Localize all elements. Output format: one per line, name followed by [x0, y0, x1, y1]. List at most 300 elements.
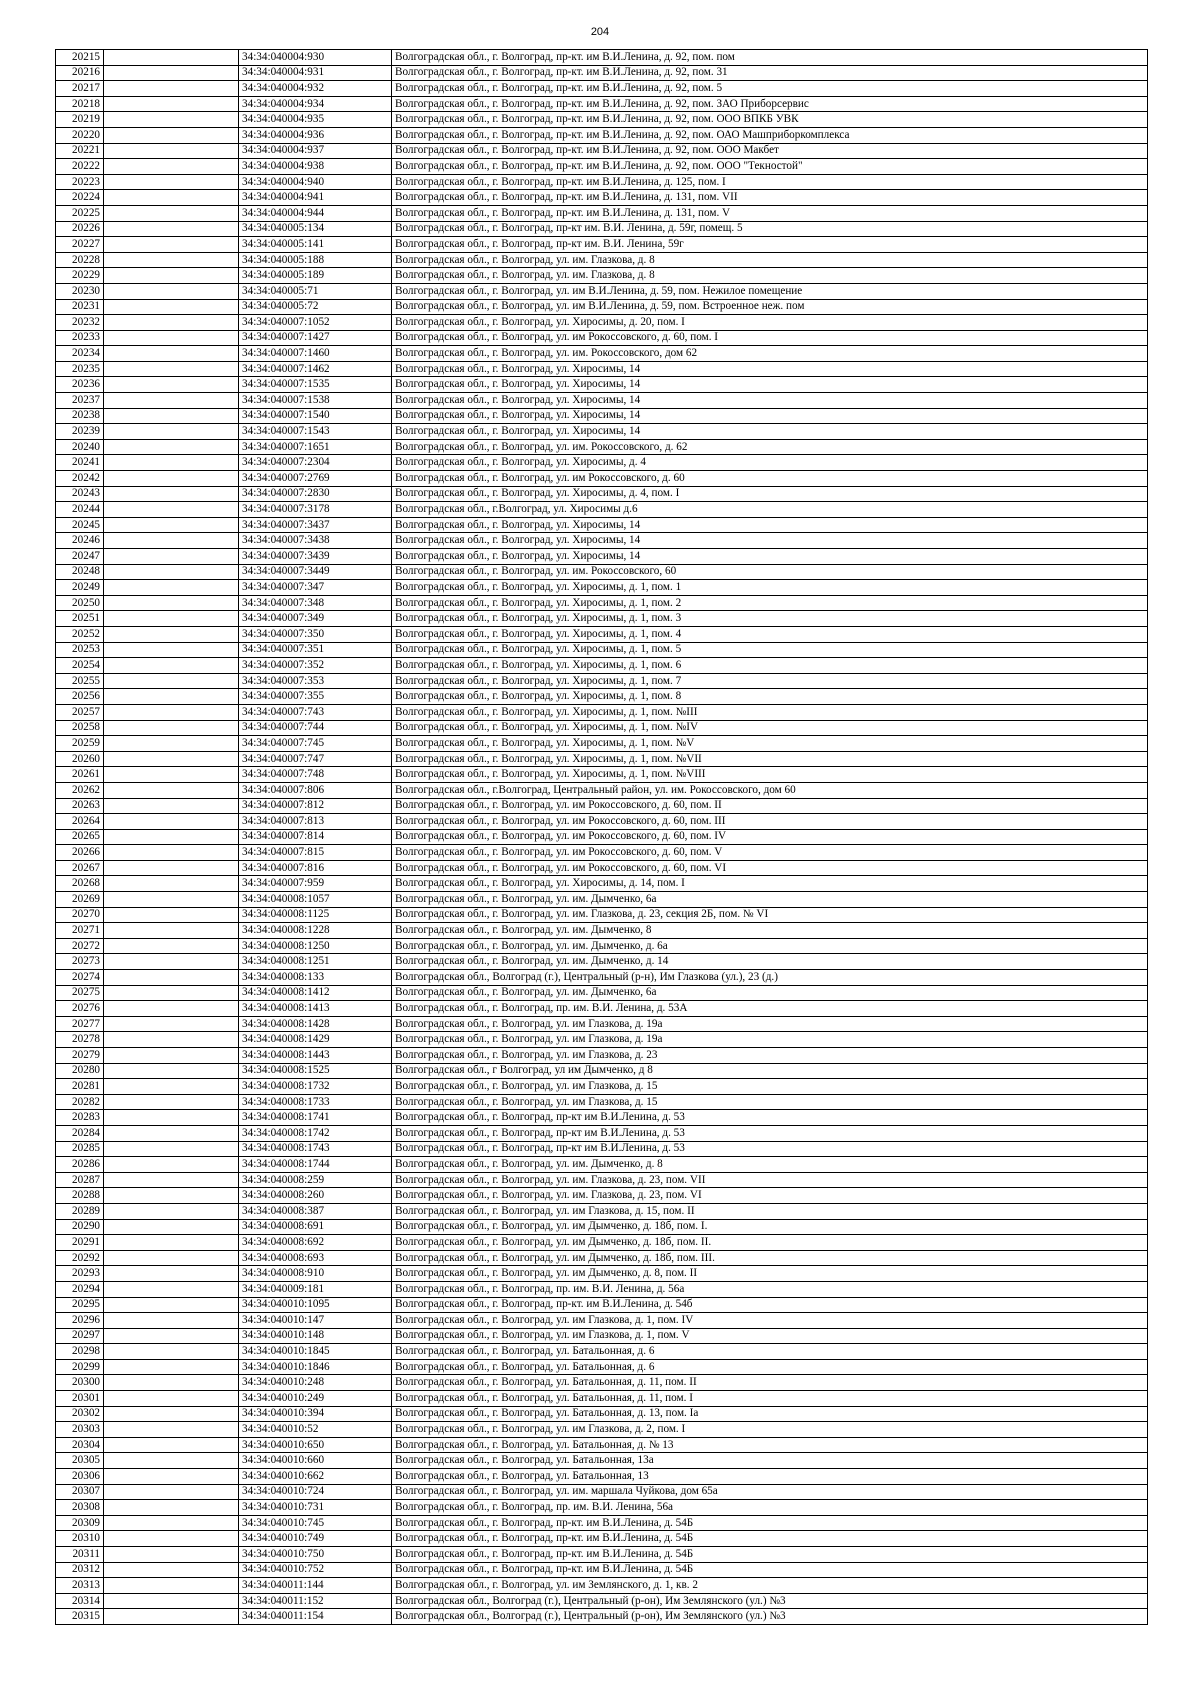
- table-row: [56, 346, 1148, 362]
- blank-cell: [104, 938, 239, 954]
- table-row: [56, 1406, 1148, 1422]
- row-number: 20232: [56, 315, 104, 331]
- table-row: [56, 1125, 1148, 1141]
- row-number: 20301: [56, 1391, 104, 1407]
- address: Волгоградская обл., г. Волгоград, ул. Батальонная, д. 6: [392, 1344, 1148, 1360]
- cadastral-number: 34:34:040008:910: [239, 1266, 392, 1282]
- address: Волгоградская обл., г. Волгоград, ул. им. Глазкова, д. 8: [392, 252, 1148, 268]
- row-number: 20237: [56, 393, 104, 409]
- cadastral-number: 34:34:040007:745: [239, 736, 392, 752]
- blank-cell: [104, 1219, 239, 1235]
- address: Волгоградская обл., г. Волгоград, ул. Хиросимы, 14: [392, 517, 1148, 533]
- address: Волгоградская обл., г. Волгоград, ул. им Глазкова, д. 1, пом. IV: [392, 1313, 1148, 1329]
- blank-cell: [104, 346, 239, 362]
- table-row: [56, 330, 1148, 346]
- table-row: [56, 1281, 1148, 1297]
- row-number: 20287: [56, 1172, 104, 1188]
- table-row: [56, 1344, 1148, 1360]
- cadastral-number: 34:34:040007:1427: [239, 330, 392, 346]
- cadastral-number: 34:34:040008:1057: [239, 892, 392, 908]
- table-row: [56, 907, 1148, 923]
- blank-cell: [104, 1188, 239, 1204]
- blank-cell: [104, 221, 239, 237]
- cadastral-number: 34:34:040007:2830: [239, 486, 392, 502]
- blank-cell: [104, 954, 239, 970]
- blank-cell: [104, 626, 239, 642]
- table-row: [56, 580, 1148, 596]
- blank-cell: [104, 907, 239, 923]
- blank-cell: [104, 424, 239, 440]
- address: Волгоградская обл., г. Волгоград, пр-кт им В.И.Ленина, д. 53: [392, 1141, 1148, 1157]
- table-row: [56, 1172, 1148, 1188]
- table-row: [56, 1469, 1148, 1485]
- address: Волгоградская обл., г. Волгоград, пр-кт. им В.И.Ленина, д. 92, пом. ООО Макбет: [392, 143, 1148, 159]
- address: Волгоградская обл., г. Волгоград, ул. им Рокоссовского, д. 60, пом. III: [392, 814, 1148, 830]
- row-number: 20233: [56, 330, 104, 346]
- cadastral-number: 34:34:040007:1460: [239, 346, 392, 362]
- blank-cell: [104, 237, 239, 253]
- page-number: 204: [590, 26, 610, 38]
- blank-cell: [104, 50, 239, 66]
- address: Волгоградская обл., г. Волгоград, пр-кт. им В.И.Ленина, д. 54Б: [392, 1562, 1148, 1578]
- address: Волгоградская обл., г. Волгоград, ул. им. Дымченко, 6а: [392, 985, 1148, 1001]
- cadastral-number: 34:34:040007:350: [239, 626, 392, 642]
- blank-cell: [104, 1141, 239, 1157]
- table-row: [56, 205, 1148, 221]
- blank-cell: [104, 283, 239, 299]
- cadastral-number: 34:34:040008:133: [239, 970, 392, 986]
- table-row: [56, 1235, 1148, 1251]
- address: Волгоградская обл., г. Волгоград, пр-кт им. В.И. Ленина, д. 59г, помещ. 5: [392, 221, 1148, 237]
- address: Волгоградская обл., г. Волгоград, ул. им Дымченко, д. 8, пом. II: [392, 1266, 1148, 1282]
- table-row: [56, 1079, 1148, 1095]
- blank-cell: [104, 564, 239, 580]
- cadastral-number: 34:34:040007:3439: [239, 549, 392, 565]
- blank-cell: [104, 1547, 239, 1563]
- address: Волгоградская обл., г.Волгоград, ул. Хиросимы д.6: [392, 502, 1148, 518]
- cadastral-number: 34:34:040007:744: [239, 720, 392, 736]
- row-number: 20260: [56, 751, 104, 767]
- cadastral-number: 34:34:040008:1742: [239, 1125, 392, 1141]
- table-row: [56, 736, 1148, 752]
- address: Волгоградская обл., г. Волгоград, ул. им. Рокоссовского, 60: [392, 564, 1148, 580]
- table-row: [56, 502, 1148, 518]
- row-number: 20286: [56, 1157, 104, 1173]
- address: Волгоградская обл., г. Волгоград, ул. им Глазкова, д. 23: [392, 1048, 1148, 1064]
- address: Волгоградская обл., г. Волгоград, пр-кт. им В.И.Ленина, д. 54б: [392, 1297, 1148, 1313]
- row-number: 20315: [56, 1609, 104, 1625]
- cadastral-number: 34:34:040007:3449: [239, 564, 392, 580]
- blank-cell: [104, 1375, 239, 1391]
- cadastral-number: 34:34:040007:2769: [239, 471, 392, 487]
- blank-cell: [104, 1281, 239, 1297]
- row-number: 20230: [56, 283, 104, 299]
- row-number: 20265: [56, 829, 104, 845]
- row-number: 20248: [56, 564, 104, 580]
- table-row: [56, 1515, 1148, 1531]
- blank-cell: [104, 1562, 239, 1578]
- cadastral-number: 34:34:040008:691: [239, 1219, 392, 1235]
- blank-cell: [104, 393, 239, 409]
- blank-cell: [104, 1094, 239, 1110]
- row-number: 20250: [56, 595, 104, 611]
- row-number: 20244: [56, 502, 104, 518]
- table-row: [56, 1313, 1148, 1329]
- cadastral-number: 34:34:040008:1428: [239, 1016, 392, 1032]
- address: Волгоградская обл., г. Волгоград, ул. им. Дымченко, 8: [392, 923, 1148, 939]
- cadastral-number: 34:34:040007:743: [239, 704, 392, 720]
- cadastral-number: 34:34:040007:1538: [239, 393, 392, 409]
- address: Волгоградская обл., г. Волгоград, ул. им Рокоссовского, д. 60: [392, 471, 1148, 487]
- blank-cell: [104, 1250, 239, 1266]
- blank-cell: [104, 673, 239, 689]
- blank-cell: [104, 1172, 239, 1188]
- cadastral-number: 34:34:040010:1095: [239, 1297, 392, 1313]
- row-number: 20313: [56, 1578, 104, 1594]
- table-row: [56, 377, 1148, 393]
- row-number: 20254: [56, 658, 104, 674]
- address: Волгоградская обл., г. Волгоград, пр-кт. им В.И.Ленина, д. 54Б: [392, 1515, 1148, 1531]
- address: Волгоградская обл., Волгоград (г.), Центральный (р-он), Им Землянского (ул.) №3: [392, 1593, 1148, 1609]
- table-row: [56, 1562, 1148, 1578]
- row-number: 20226: [56, 221, 104, 237]
- row-number: 20280: [56, 1063, 104, 1079]
- blank-cell: [104, 143, 239, 159]
- row-number: 20276: [56, 1001, 104, 1017]
- blank-cell: [104, 408, 239, 424]
- row-number: 20269: [56, 892, 104, 908]
- cadastral-number: 34:34:040010:148: [239, 1328, 392, 1344]
- row-number: 20299: [56, 1359, 104, 1375]
- row-number: 20278: [56, 1032, 104, 1048]
- registry-body: [56, 50, 1148, 1625]
- row-number: 20217: [56, 81, 104, 97]
- table-row: [56, 112, 1148, 128]
- table-row: [56, 938, 1148, 954]
- cadastral-number: 34:34:040008:692: [239, 1235, 392, 1251]
- cadastral-number: 34:34:040008:1412: [239, 985, 392, 1001]
- address: Волгоградская обл., г. Волгоград, ул. им Глазкова, д. 2, пом. I: [392, 1422, 1148, 1438]
- row-number: 20270: [56, 907, 104, 923]
- cadastral-number: 34:34:040005:134: [239, 221, 392, 237]
- table-row: [56, 845, 1148, 861]
- address: Волгоградская обл., г.Волгоград, Центральный район, ул. им. Рокоссовского, дом 60: [392, 782, 1148, 798]
- cadastral-number: 34:34:040004:936: [239, 127, 392, 143]
- table-row: [56, 985, 1148, 1001]
- table-row: [56, 642, 1148, 658]
- row-number: 20289: [56, 1203, 104, 1219]
- address: Волгоградская обл., Волгоград (г.), Центральный (р-н), Им Глазкова (ул.), 23 (д.): [392, 970, 1148, 986]
- cadastral-number: 34:34:040010:745: [239, 1515, 392, 1531]
- address: Волгоградская обл., г. Волгоград, ул. Батальонная, 13: [392, 1469, 1148, 1485]
- table-row: [56, 595, 1148, 611]
- row-number: 20220: [56, 127, 104, 143]
- blank-cell: [104, 127, 239, 143]
- cadastral-number: 34:34:040007:351: [239, 642, 392, 658]
- blank-cell: [104, 1406, 239, 1422]
- row-number: 20290: [56, 1219, 104, 1235]
- cadastral-number: 34:34:040007:806: [239, 782, 392, 798]
- table-row: [56, 1094, 1148, 1110]
- table-row: [56, 923, 1148, 939]
- row-number: 20264: [56, 814, 104, 830]
- cadastral-number: 34:34:040007:747: [239, 751, 392, 767]
- cadastral-number: 34:34:040011:154: [239, 1609, 392, 1625]
- address: Волгоградская обл., г. Волгоград, ул. им. Глазкова, д. 23, секция 2Б, пом. № VI: [392, 907, 1148, 923]
- blank-cell: [104, 159, 239, 175]
- table-row: [56, 393, 1148, 409]
- row-number: 20308: [56, 1500, 104, 1516]
- table-row: [56, 533, 1148, 549]
- cadastral-number: 34:34:040010:724: [239, 1484, 392, 1500]
- row-number: 20251: [56, 611, 104, 627]
- table-row: [56, 50, 1148, 66]
- blank-cell: [104, 876, 239, 892]
- table-row: [56, 1391, 1148, 1407]
- address: Волгоградская обл., г. Волгоград, ул. Хиросимы, д. 1, пом. №IV: [392, 720, 1148, 736]
- address: Волгоградская обл., г. Волгоград, ул. Хиросимы, д. 1, пом. №VII: [392, 751, 1148, 767]
- cadastral-number: 34:34:040004:935: [239, 112, 392, 128]
- blank-cell: [104, 315, 239, 331]
- address: Волгоградская обл., г. Волгоград, ул. Хиросимы, д. 1, пом. 3: [392, 611, 1148, 627]
- cadastral-number: 34:34:040010:248: [239, 1375, 392, 1391]
- address: Волгоградская обл., г. Волгоград, ул. Хиросимы, д. 1, пом. 7: [392, 673, 1148, 689]
- blank-cell: [104, 860, 239, 876]
- row-number: 20312: [56, 1562, 104, 1578]
- table-row: [56, 549, 1148, 565]
- row-number: 20314: [56, 1593, 104, 1609]
- row-number: 20307: [56, 1484, 104, 1500]
- row-number: 20291: [56, 1235, 104, 1251]
- blank-cell: [104, 486, 239, 502]
- address: Волгоградская обл., г. Волгоград, пр-кт. им В.И.Ленина, д. 54Б: [392, 1531, 1148, 1547]
- address: Волгоградская обл., г. Волгоград, пр-кт им. В.И. Ленина, 59г: [392, 237, 1148, 253]
- row-number: 20228: [56, 252, 104, 268]
- cadastral-number: 34:34:040007:3438: [239, 533, 392, 549]
- cadastral-number: 34:34:040010:52: [239, 1422, 392, 1438]
- cadastral-number: 34:34:040007:814: [239, 829, 392, 845]
- cadastral-number: 34:34:040007:748: [239, 767, 392, 783]
- cadastral-number: 34:34:040009:181: [239, 1281, 392, 1297]
- table-row: [56, 455, 1148, 471]
- cadastral-number: 34:34:040004:934: [239, 96, 392, 112]
- table-row: [56, 1250, 1148, 1266]
- table-row: [56, 471, 1148, 487]
- blank-cell: [104, 299, 239, 315]
- row-number: 20273: [56, 954, 104, 970]
- address: Волгоградская обл., г. Волгоград, ул. Хиросимы, д. 1, пом. 8: [392, 689, 1148, 705]
- cadastral-number: 34:34:040010:1846: [239, 1359, 392, 1375]
- row-number: 20262: [56, 782, 104, 798]
- row-number: 20274: [56, 970, 104, 986]
- address: Волгоградская обл., г. Волгоград, ул. Хиросимы, д. 1, пом. 4: [392, 626, 1148, 642]
- row-number: 20298: [56, 1344, 104, 1360]
- blank-cell: [104, 829, 239, 845]
- table-row: [56, 1141, 1148, 1157]
- address: Волгоградская обл., г. Волгоград, ул. Батальонная, д. № 13: [392, 1437, 1148, 1453]
- table-row: [56, 720, 1148, 736]
- address: Волгоградская обл., г. Волгоград, ул. им Рокоссовского, д. 60, пом. V: [392, 845, 1148, 861]
- blank-cell: [104, 1531, 239, 1547]
- row-number: 20304: [56, 1437, 104, 1453]
- table-row: [56, 81, 1148, 97]
- blank-cell: [104, 1235, 239, 1251]
- blank-cell: [104, 502, 239, 518]
- blank-cell: [104, 1266, 239, 1282]
- cadastral-number: 34:34:040008:1413: [239, 1001, 392, 1017]
- row-number: 20258: [56, 720, 104, 736]
- cadastral-number: 34:34:040008:1228: [239, 923, 392, 939]
- address: Волгоградская обл., г. Волгоград, пр-кт. им В.И.Ленина, д. 92, пом. 31: [392, 65, 1148, 81]
- blank-cell: [104, 1032, 239, 1048]
- address: Волгоградская обл., г. Волгоград, ул. им. Дымченко, д. 14: [392, 954, 1148, 970]
- blank-cell: [104, 174, 239, 190]
- blank-cell: [104, 845, 239, 861]
- row-number: 20241: [56, 455, 104, 471]
- row-number: 20306: [56, 1469, 104, 1485]
- address: Волгоградская обл., г. Волгоград, ул. Хиросимы, 14: [392, 377, 1148, 393]
- cadastral-number: 34:34:040008:1251: [239, 954, 392, 970]
- cadastral-number: 34:34:040007:813: [239, 814, 392, 830]
- table-row: [56, 1016, 1148, 1032]
- cadastral-number: 34:34:040004:931: [239, 65, 392, 81]
- row-number: 20266: [56, 845, 104, 861]
- address: Волгоградская обл., г. Волгоград, пр-кт. им В.И.Ленина, д. 54Б: [392, 1547, 1148, 1563]
- blank-cell: [104, 81, 239, 97]
- cadastral-number: 34:34:040005:71: [239, 283, 392, 299]
- row-number: 20263: [56, 798, 104, 814]
- blank-cell: [104, 549, 239, 565]
- address: Волгоградская обл., г. Волгоград, ул. им Землянского, д. 1, кв. 2: [392, 1578, 1148, 1594]
- row-number: 20221: [56, 143, 104, 159]
- row-number: 20253: [56, 642, 104, 658]
- address: Волгоградская обл., г. Волгоград, пр-кт. им В.И.Ленина, д. 92, пом. 5: [392, 81, 1148, 97]
- cadastral-number: 34:34:040008:387: [239, 1203, 392, 1219]
- table-row: [56, 782, 1148, 798]
- table-row: [56, 517, 1148, 533]
- cadastral-number: 34:34:040008:1744: [239, 1157, 392, 1173]
- table-row: [56, 174, 1148, 190]
- address: Волгоградская обл., г. Волгоград, ул. Батальонная, 13а: [392, 1453, 1148, 1469]
- cadastral-number: 34:34:040008:1429: [239, 1032, 392, 1048]
- row-number: 20218: [56, 96, 104, 112]
- address: Волгоградская обл., г. Волгоград, ул. им Дымченко, д. 18б, пом. III.: [392, 1250, 1148, 1266]
- blank-cell: [104, 1609, 239, 1625]
- cadastral-number: 34:34:040007:349: [239, 611, 392, 627]
- blank-cell: [104, 642, 239, 658]
- blank-cell: [104, 736, 239, 752]
- row-number: 20223: [56, 174, 104, 190]
- blank-cell: [104, 1422, 239, 1438]
- table-row: [56, 1547, 1148, 1563]
- blank-cell: [104, 923, 239, 939]
- row-number: 20295: [56, 1297, 104, 1313]
- blank-cell: [104, 1203, 239, 1219]
- blank-cell: [104, 517, 239, 533]
- table-row: [56, 892, 1148, 908]
- address: Волгоградская обл., г. Волгоград, ул. Батальонная, д. 13, пом. Iа: [392, 1406, 1148, 1422]
- table-row: [56, 361, 1148, 377]
- row-number: 20215: [56, 50, 104, 66]
- blank-cell: [104, 751, 239, 767]
- row-number: 20311: [56, 1547, 104, 1563]
- row-number: 20303: [56, 1422, 104, 1438]
- row-number: 20229: [56, 268, 104, 284]
- row-number: 20227: [56, 237, 104, 253]
- table-row: [56, 96, 1148, 112]
- blank-cell: [104, 1578, 239, 1594]
- cadastral-number: 34:34:040007:1540: [239, 408, 392, 424]
- table-row: [56, 1048, 1148, 1064]
- address: Волгоградская обл., г. Волгоград, ул. Хиросимы, д. 1, пом. 1: [392, 580, 1148, 596]
- address: Волгоградская обл., г. Волгоград, ул. им Рокоссовского, д. 60, пом. IV: [392, 829, 1148, 845]
- table-row: [56, 424, 1148, 440]
- cadastral-number: 34:34:040005:188: [239, 252, 392, 268]
- table-row: [56, 876, 1148, 892]
- row-number: 20296: [56, 1313, 104, 1329]
- cadastral-number: 34:34:040010:749: [239, 1531, 392, 1547]
- cadastral-number: 34:34:040007:1535: [239, 377, 392, 393]
- table-row: [56, 1500, 1148, 1516]
- table-row: [56, 1531, 1148, 1547]
- address: Волгоградская обл., г. Волгоград, пр-кт. им В.И.Ленина, д. 92, пом. ООО ВПКБ УВК: [392, 112, 1148, 128]
- table-row: [56, 689, 1148, 705]
- table-row: [56, 814, 1148, 830]
- row-number: 20236: [56, 377, 104, 393]
- blank-cell: [104, 377, 239, 393]
- blank-cell: [104, 205, 239, 221]
- cadastral-number: 34:34:040010:394: [239, 1406, 392, 1422]
- table-row: [56, 1063, 1148, 1079]
- blank-cell: [104, 455, 239, 471]
- address: Волгоградская обл., г. Волгоград, ул. Батальонная, д. 11, пом. II: [392, 1375, 1148, 1391]
- row-number: 20294: [56, 1281, 104, 1297]
- table-row: [56, 860, 1148, 876]
- address: Волгоградская обл., г. Волгоград, ул. им. Рокоссовского, д. 62: [392, 439, 1148, 455]
- address: Волгоградская обл., г. Волгоград, пр-кт им В.И.Ленина, д. 53: [392, 1110, 1148, 1126]
- blank-cell: [104, 1313, 239, 1329]
- table-row: [56, 65, 1148, 81]
- table-row: [56, 190, 1148, 206]
- table-row: [56, 1593, 1148, 1609]
- table-row: [56, 1266, 1148, 1282]
- row-number: 20261: [56, 767, 104, 783]
- cadastral-number: 34:34:040005:141: [239, 237, 392, 253]
- table-row: [56, 1219, 1148, 1235]
- row-number: 20305: [56, 1453, 104, 1469]
- table-row: [56, 704, 1148, 720]
- cadastral-number: 34:34:040008:259: [239, 1172, 392, 1188]
- blank-cell: [104, 533, 239, 549]
- table-row: [56, 611, 1148, 627]
- table-row: [56, 751, 1148, 767]
- table-row: [56, 658, 1148, 674]
- blank-cell: [104, 580, 239, 596]
- blank-cell: [104, 96, 239, 112]
- cadastral-number: 34:34:040010:731: [239, 1500, 392, 1516]
- address: Волгоградская обл., г. Волгоград, ул. им Глазкова, д. 19а: [392, 1032, 1148, 1048]
- row-number: 20257: [56, 704, 104, 720]
- cadastral-number: 34:34:040004:930: [239, 50, 392, 66]
- row-number: 20309: [56, 1515, 104, 1531]
- row-number: 20292: [56, 1250, 104, 1266]
- address: Волгоградская обл., г. Волгоград, пр. им. В.И. Ленина, 56а: [392, 1500, 1148, 1516]
- blank-cell: [104, 112, 239, 128]
- cadastral-number: 34:34:040008:693: [239, 1250, 392, 1266]
- cadastral-number: 34:34:040007:352: [239, 658, 392, 674]
- cadastral-number: 34:34:040010:650: [239, 1437, 392, 1453]
- table-row: [56, 564, 1148, 580]
